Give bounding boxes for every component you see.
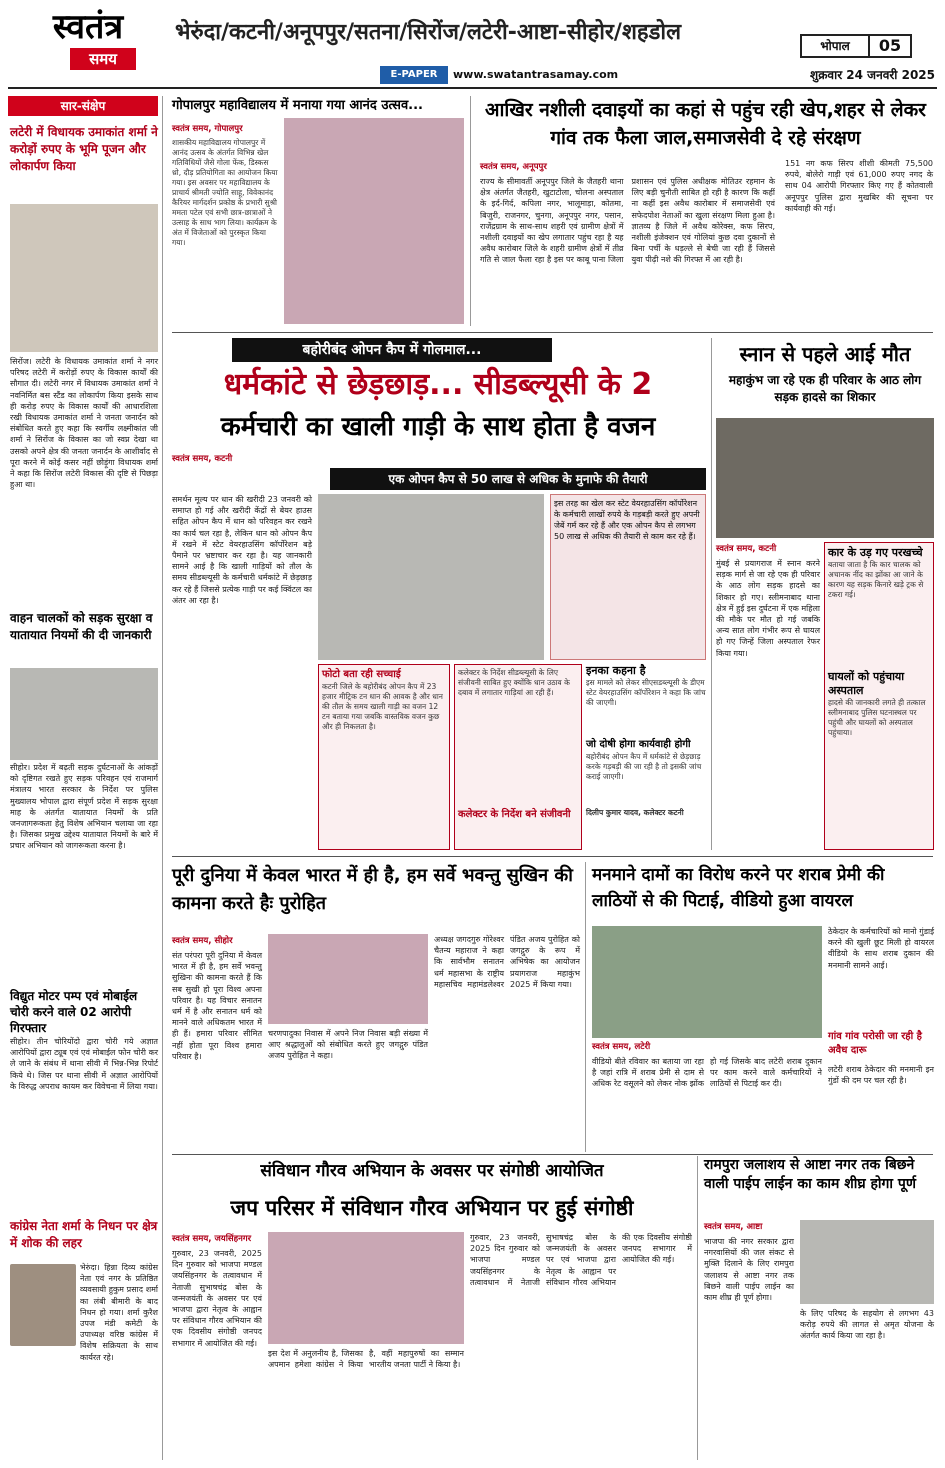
epaper-badge: E-PAPER <box>380 66 448 84</box>
issue-date: शुक्रवार 24 जनवरी 2025 <box>810 68 935 82</box>
sidebar-item3-headline: विद्युत मोटर पम्प एवं मोबाईल चोरी करने वाले 02 आरोपी गिरफ्तार <box>10 989 138 1035</box>
sehore-body: संत परंपरा पूरी दुनिया में केवल भारत में ही है, हम सर्वे भवन्तु सुखिनः की कामना करते हैं कि सब सुखी हो पूरा विश्व अपना परिवार है। यह विचार सनातन धर्म में है और सनातन धर्म को मानने वाले अधिकतम भारत में ही हैं। हमारा परिवार सीमित नहीं होता पूरा विश्व हमारा परिवार है। <box>172 951 262 1061</box>
edition-label: भोपाल <box>800 34 868 58</box>
page-number: 05 <box>868 34 912 58</box>
gopalpur-headline: गोपालपुर महाविद्यालय में मनाया गया आनंद उत्सव... <box>172 98 423 113</box>
sidebox-car-body: बताया जाता है कि कार चालक को अचानक नींद का झोंका आ जाने के कारण यह सड़क किनारे खड़े ट्रक से टकरा गई। <box>828 560 924 599</box>
accident-deck: महाकुंभ जा रहे एक ही परिवार के आठ लोग सड़क हादसे का शिकार <box>728 373 922 404</box>
katni-headline-1: धर्मकांटे से छेड़छाड़... सीडब्ल्यूसी के 2 <box>223 367 653 402</box>
sehore-body-2: अध्यक्ष जगदगुरु गोरेश्वर चैतन्य महाराज ने कहा कि सार्वभौम सनातन धर्म महासभा के राष्ट्रीय महासचिव महामंडलेश्वर पंडित अजय पुरोहित को जगद्गुरु के रूप में अभिषेक का आयोजन प्रयागराज महाकुंभ 2025 में किया गया। <box>434 935 580 989</box>
liquor-side-title: गांव गांव परोसी जा रही है अवैध दारू <box>828 1031 922 1056</box>
sidebar-item1-photo <box>10 204 158 352</box>
katni-byline: स्वतंत्र समय, कटनी <box>172 454 233 464</box>
sidebar-item4-body: भेरुंदा। हिन्ना दिव्य कांग्रेस नेता एवं नगर के प्रतिष्ठित व्यवसायी हुकुम प्रसाद शर्मा का लंबी बीमारी के बाद निधन हो गया। शर्मा कुरैश उपज मंडी कमेटी के उपाध्यक्ष वरिष्ठ कांग्रेस में विशेष सक्रियता के साथ कार्यरत रहे। <box>80 1263 158 1362</box>
seminar-body: गुरुवार, 23 जनवरी, 2025 दिन गुरुवार को भाजपा मण्डल जयसिंहनगर के तत्वावधान में नेताजी सुभाषचंद्र बोस के जन्मजयंती के अवसर पर एवं भाजपा द्वारा नेतृत्व के आह्वान पर संविधान गौरव अभियान की एक दिवसीय संगोष्ठी जनपद सभागार में आयोजित की गई। <box>172 1249 262 1348</box>
box-photo-truth-body: कटनी जिले के बहोरीबंद ओपन कैप में 23 हजार मीट्रिक टन धान की आवक है और धान की तौल के समय खाली गाड़ी का वजन 12 टन बताया गया जबकि वास्तविक वजन कुछ और ही निकलता है। <box>322 682 443 731</box>
liquor-body-2: ठेकेदार के कर्मचारियों को मानो गुंडाई करने की खुली छूट मिली हो वायरल वीडियो के साथ शराब दुकान की मनमानी सामने आई। <box>828 927 934 970</box>
edition-block <box>800 30 935 60</box>
logo-wordmark: स्वतंत्र <box>52 7 124 47</box>
sidebar-item1-headline: लटेरी में विधायक उमाकांत शर्मा ने करोड़ों रुपए के भूमि पूजन और लोकार्पण किया <box>10 125 158 173</box>
sidebox-injured-title: घायलों को पहुंचाया अस्पताल <box>828 670 905 697</box>
rampura-body-2: के लिए परिषद के सहयोग से लगभग 43 करोड़ रुपये की लागत से अमृत योजना के अंतर्गत कार्य किया जा रहा है। <box>800 1309 934 1341</box>
katni-body: समर्थन मूल्य पर धान की खरीदी 23 जनवरी को समाप्त हो गई और खरीदी केंद्रों से बेयर हाउस सहित ओपन कैप में धान को परिवहन कर रखने का कार्य चल रहा है, लेकिन धान को ओपन कैप में रखने में स्टेट वेयरहाउसिंग कॉर्पोरेशन बड़े पैमाने पर भ्रष्टाचार कर रहा है। यह जानकारी सामने आई है कि खाली गाड़ियों को तौल के समय सीडब्ल्यूसी के कर्मचारी धर्मकांटे में छेड़छाड़ कर रहे हैं जिससे प्रत्येक गाड़ी पर कई क्विंटल का अंतर आ रहा है। <box>172 495 312 605</box>
box-photo-truth-title: फोटो बता रही सच्चाई <box>322 669 401 680</box>
sehore-headline: पूरी दुनिया में केवल भारत में ही है, हम सर्वे भवन्तु सुखिन की कामना करते हैः पुरोहित <box>172 865 573 914</box>
katni-quote: इस तरह का खेल कर स्टेट वेयरहाउसिंग कॉर्पोरेशन के कर्मचारी लाखों रुपये के गड़बड़ी करते हुए अपनी जेबें गर्म कर रहे हैं और एक ओपन कैप से लगभग 50 लाख से अधिक की तैयारी से काम कर रहे हैं। <box>550 494 706 660</box>
rampura-body: भाजपा की नगर सरकार द्वारा नगरवासियों की जल संकट से मुक्ति दिलाने के लिए रामपुरा जलाशय से आष्टा नगर तक बिछने वाली पाईप लाईन का काम शीघ्र ही पूर्ण होगा। <box>704 1237 794 1303</box>
sehore-byline: स्वतंत्र समय, सीहोर <box>172 936 233 946</box>
section-rule <box>172 332 933 333</box>
sidebar-item4-headline: कांग्रेस नेता शर्मा के निधन पर क्षेत्र में शोक की लहर <box>10 1219 158 1250</box>
katni-headline-2: कर्मचारी का खाली गाड़ी के साथ होता है वजन <box>220 412 656 442</box>
sehore-photo <box>268 934 428 1024</box>
gopalpur-body: शासकीय महाविद्यालय गोपालपुर में आनंद उत्सव के अंतर्गत विभिन्न खेल गतिविधियों जैसे गोला फेंक, डिस्कस थ्रो, दौड़ प्रतियोगिता का आयोजन किया गया। इस अवसर पर महाविद्यालय के प्राचार्य श्रीमती ज्योति साहू, विवेकानंद कैरियर मार्गदर्शन प्रकोष्ठ के प्रभारी सुश्री ममता पटेल एवं सभी छात्र-छात्राओं ने उत्साह के साथ भाग लिया। कार्यक्रम के अंत में विजेताओं को पुरस्कृत किया गया। <box>172 138 278 247</box>
anuppur-body: राज्य के सीमावर्ती अनूपपुर जिले के जैतहरी थाना क्षेत्र अंतर्गत जैतहरी, खुटाटोला, चोलना अस्पताल के इर्द-गिर्द, कपिला नगर, भालूमाड़ा, कोतमा, बिजुरी, राजनगर, चुनगा, अनूपपुर नगर, पसान, राजेंद्रग्राम के साथ-साथ शहरी एवं ग्रामीण क्षेत्रों में नशीली दवाइयों का खेप लगातार पहुंच रहा है यह अवैध कारोबार जिले के शहरी ग्रामीण क्षेत्रों में तीव्र गति से जाल फैला रहा है इस पर काबू पाना जिला प्रशासन एवं पुलिस अधीक्षक मोतिउर रहमान के लिए बड़ी चुनौती साबित हो रही है कारण कि कहीं ना कहीं इस अवैध कारोबार में समाजसेवी एवं सफेदपोश नेताओं का खुला संरक्षण मिला हुआ है। ज्ञातव्य है जिले में अवैध कोरेक्स, कफ सिरप, नशीली इंजेक्शन एवं गोलियां कुछ दवा दुकानों से बिना पर्ची के धड़ल्ले से बेची जा रही हैं जिससे युवा पीढ़ी नशे की गिरफ्त में आ रही है। <box>480 177 775 265</box>
sidebar-band: सार-संक्षेप <box>8 96 158 116</box>
seminar-kicker: संविधान गौरव अभियान के अवसर पर संगोष्ठी आयोजित <box>260 1161 604 1181</box>
section-rule-3 <box>172 1154 933 1155</box>
anuppur-headline: आखिर नशीली दवाइयों का कहां से पहुंच रही खेप,शहर से लेकर गांव तक फैला जाल,समाजसेवी दे रहे संरक्षण <box>485 99 926 149</box>
liquor-byline: स्वतंत्र समय, लटेरी <box>592 1042 651 1052</box>
col-divider-2 <box>711 338 712 850</box>
sehore-caption: चरणपादुका निवास में अपने निज निवास बड़ी संख्या में आए श्रद्धालुओं को संबोधित करते हुए जगद्गुरु पंडित अजय पुरोहित ने कहा। <box>268 1029 428 1061</box>
seminar-byline: स्वतंत्र समय, जयसिंहनगर <box>172 1234 252 1244</box>
box-statement-body: इस मामले को लेकर सीएसडब्ल्यूसी के डीएम स्टेट वेयरहाउसिंग कॉर्पोरेशन ने कहा कि जांच की जाएगी। <box>586 678 706 707</box>
gopalpur-photo <box>284 118 464 324</box>
sidebar-item3-body: सीहोर। तीन चोरियोंदो द्वारा चोरी गये अज्ञात आरोपियों द्वारा ट्यूब एवं एवं मोबाईल फोन चोरी कर ले जाने के संबंध में थाना सीवी में भिन्न-भिन्न रिपोर्ट किये थे। जिस पर थाना सीवी में अज्ञात आरोपियों के विरुद्ध अपराध कायम कर विवेचना में लिया गया। <box>10 1037 158 1091</box>
rampura-photo <box>800 1220 934 1304</box>
box-guilty-body: बहोरीबंद ओपन कैप में धर्मकांटे से छेड़छाड़ करके गड़बड़ी की जा रही है तो इसकी जांच कराई जाएगी। <box>586 752 702 781</box>
katni-box-collector <box>454 664 582 850</box>
box-collector-title: कलेक्टर के निर्देश बने संजीवनी <box>458 809 571 820</box>
col-divider-3 <box>585 862 586 1152</box>
accident-sidebox <box>824 542 934 850</box>
accident-headline: स्नान से पहले आई मौत <box>739 342 911 366</box>
sidebox-injured-body: हादसे की जानकारी लगते ही तत्काल स्लीमनाबाद पुलिस घटनास्थल पर पहुंची और घायलों को अस्पताल पहुंचाया। <box>828 698 926 737</box>
masthead-strip <box>175 66 935 84</box>
liquor-side-body: लटेरी शराब ठेकेदार की मनमानी इन गुंडों की दम पर चल रही है। <box>828 1065 934 1086</box>
accident-byline: स्वतंत्र समय, कटनी <box>716 544 777 554</box>
rampura-headline: रामपुरा जलाशय से आष्टा नगर तक बिछने वाली पाईप लाईन का काम शीघ्र होगा पूर्ण <box>704 1157 917 1192</box>
katni-box-photo-truth <box>318 664 450 850</box>
katni-kicker: बहोरीबंद ओपन कैप में गोलमाल... <box>232 338 552 362</box>
seminar-photo <box>268 1232 464 1344</box>
seminar-caption: इस देश में अनुलनीय है, जिसका अपमान हमेशा कांग्रेस ने किया है, वहीं महापुरुषों का सम्मान भारतीय जनता पार्टी ने किया है। <box>268 1349 464 1370</box>
liquor-headline: मनमाने दामों का विरोध करने पर शराब प्रेमी की लाठियों से की पिटाई, वीडियो हुआ वायरल <box>592 865 885 911</box>
sidebar-item1-body: सिरोंज। लटेरी के विधायक उमाकांत शर्मा ने नगर परिषद लटेरी में करोड़ों रुपए के विकास कार्यों की सौगात दी। लटेरी नगर में विधायक उमाकांत शर्मा ने नवनिर्मित बस स्टैंड का लोकार्पण किया इसके साथ ही करोड़ रुपए के विकास कार्यों की आधारशिला रखी विधायक उमाकांत शर्मा ने जनता जनार्दन को संबोधित करते हुए कहा कि स्वर्गीय लक्ष्मीकांत जी शर्मा ने सिरोंज के विकास का जो स्वप्न देखा था उसको अपने क्षेत्र की जनता जनार्दन के आशीर्वाद से पूरा करने में कोई कसर नहीं छोड़ूंगा विधायक शर्मा ने कहा कि सिरोंज लटेरी विकास की दृष्टि से पिछड़ा हुआ था। <box>10 357 158 490</box>
gopalpur-byline: स्वतंत्र समय, गोपालपुर <box>172 124 243 134</box>
masthead-rule <box>8 87 937 89</box>
liquor-body: वीडियो बीते रविवार का बताया जा रहा है जहां रात्रि में शराब प्रेमी से दाम से अधिक रेट वसूलने को लेकर नोक झोंक हो गई जिसके बाद लटेरी शराब दुकान पर काम करने वाले कर्मचारियों ने लाठियों से पिटाई कर दी। <box>592 1057 822 1089</box>
masthead-cities: भेरुंदा/कटनी/अनूपपुर/सतना/सिरोंज/लटेरी-आष्टा-सीहोर/शहडोल <box>175 20 681 45</box>
liquor-photo <box>592 926 822 1038</box>
col-divider <box>470 96 471 326</box>
katni-photo-scale <box>318 494 544 660</box>
seminar-headline: जप परिसर में संविधान गौरव अभियान पर हुई संगोष्ठी <box>230 1196 634 1220</box>
sidebar-divider <box>162 96 163 1460</box>
logo-subtitle: समय <box>70 48 136 70</box>
website-link[interactable]: www.swatantrasamay.com <box>453 68 619 81</box>
accident-photo <box>716 418 934 538</box>
seminar-body-2: गुरुवार, 23 जनवरी, 2025 दिन गुरुवार को भाजपा मण्डल जयसिंहनगर के तत्वावधान में नेताजी सुभाषचंद्र बोस के जन्मजयंती के अवसर पर एवं भाजपा द्वारा नेतृत्व के आह्वान पर संविधान गौरव अभियान की एक दिवसीय संगोष्ठी जनपद सभागार में आयोजित की गई। <box>470 1233 692 1287</box>
box-statement-title: इनका कहना है <box>586 664 646 677</box>
accident-body: मुंबई से प्रयागराज में स्नान करने सड़क मार्ग से जा रहे एक ही परिवार के आठ लोग सड़क हादसे का शिकार हो गए। स्लीमनाबाद थाना क्षेत्र में हुई इस दुर्घटना में एक महिला की मौके पर मौत हो गई जबकि अन्य सात लोग गंभीर रूप से घायल हो गए जिन्हें जिला अस्पताल रेफर किया गया। <box>716 559 820 658</box>
section-rule-2 <box>172 856 933 857</box>
col-divider-4 <box>697 1156 698 1460</box>
katni-box-statement <box>586 664 708 850</box>
rampura-byline: स्वतंत्र समय, आष्टा <box>704 1222 763 1232</box>
sidebox-car-title: कार के उड़ गए परखच्चे <box>828 546 923 559</box>
box-guilty-title: जो दोषी होगा कार्यवाही होगी <box>586 739 691 750</box>
box-guilty-sign: दिलीप कुमार यादव, कलेक्टर कटनी <box>586 808 684 817</box>
box-collector-body: कलेक्टर के निर्देश सीडब्ल्यूसी के लिए संजीवनी साबित हुए क्योंकि धान उठाव के दबाव में लगातार गाड़ियां आ रही हैं। <box>458 668 570 697</box>
sidebar-item4-portrait <box>10 1264 76 1346</box>
masthead-logo <box>8 6 168 74</box>
katni-deck: एक ओपन कैप से 50 लाख से अधिक के मुनाफे की तैयारी <box>330 468 706 490</box>
sidebar-item2-photo <box>10 668 158 760</box>
anuppur-body-cont: 151 नग कफ सिरप शीशी कीमती 75,500 रुपये, बोलेरो गाड़ी एवं 61,000 रुपए नगद के साथ 04 आरोपी गिरफ्तार किए गए हैं कोतवाली अनूपपुर पुलिस द्वारा मुखबिर की सूचना पर कार्यवाही की गई। <box>785 159 933 213</box>
sidebar-item2-headline: वाहन चालकों को सड़क सुरक्षा व यातायात नियमों की दी जानकारी <box>10 611 153 642</box>
sidebar-item2-body: सीहोर। प्रदेश में बढ़ती सड़क दुर्घटनाओं के आंकड़ों को दृष्टिगत रखते हुए सड़क परिवहन एवं राजमार्ग मंत्रालय भारत सरकार के निर्देश पर पुलिस मुख्यालय भोपाल द्वारा संपूर्ण प्रदेश में सड़क सुरक्षा माह के अंतर्गत यातायात नियमों के प्रति जनजागरूकता हेतु विशेष अभियान चलाया जा रहा है। जिसका प्रमुख उद्देश्य यातायात नियमों के बारे में प्रचार अभियान को जागरूकता करना है। <box>10 763 158 851</box>
anuppur-byline: स्वतंत्र समय, अनूपपुर <box>480 162 547 172</box>
